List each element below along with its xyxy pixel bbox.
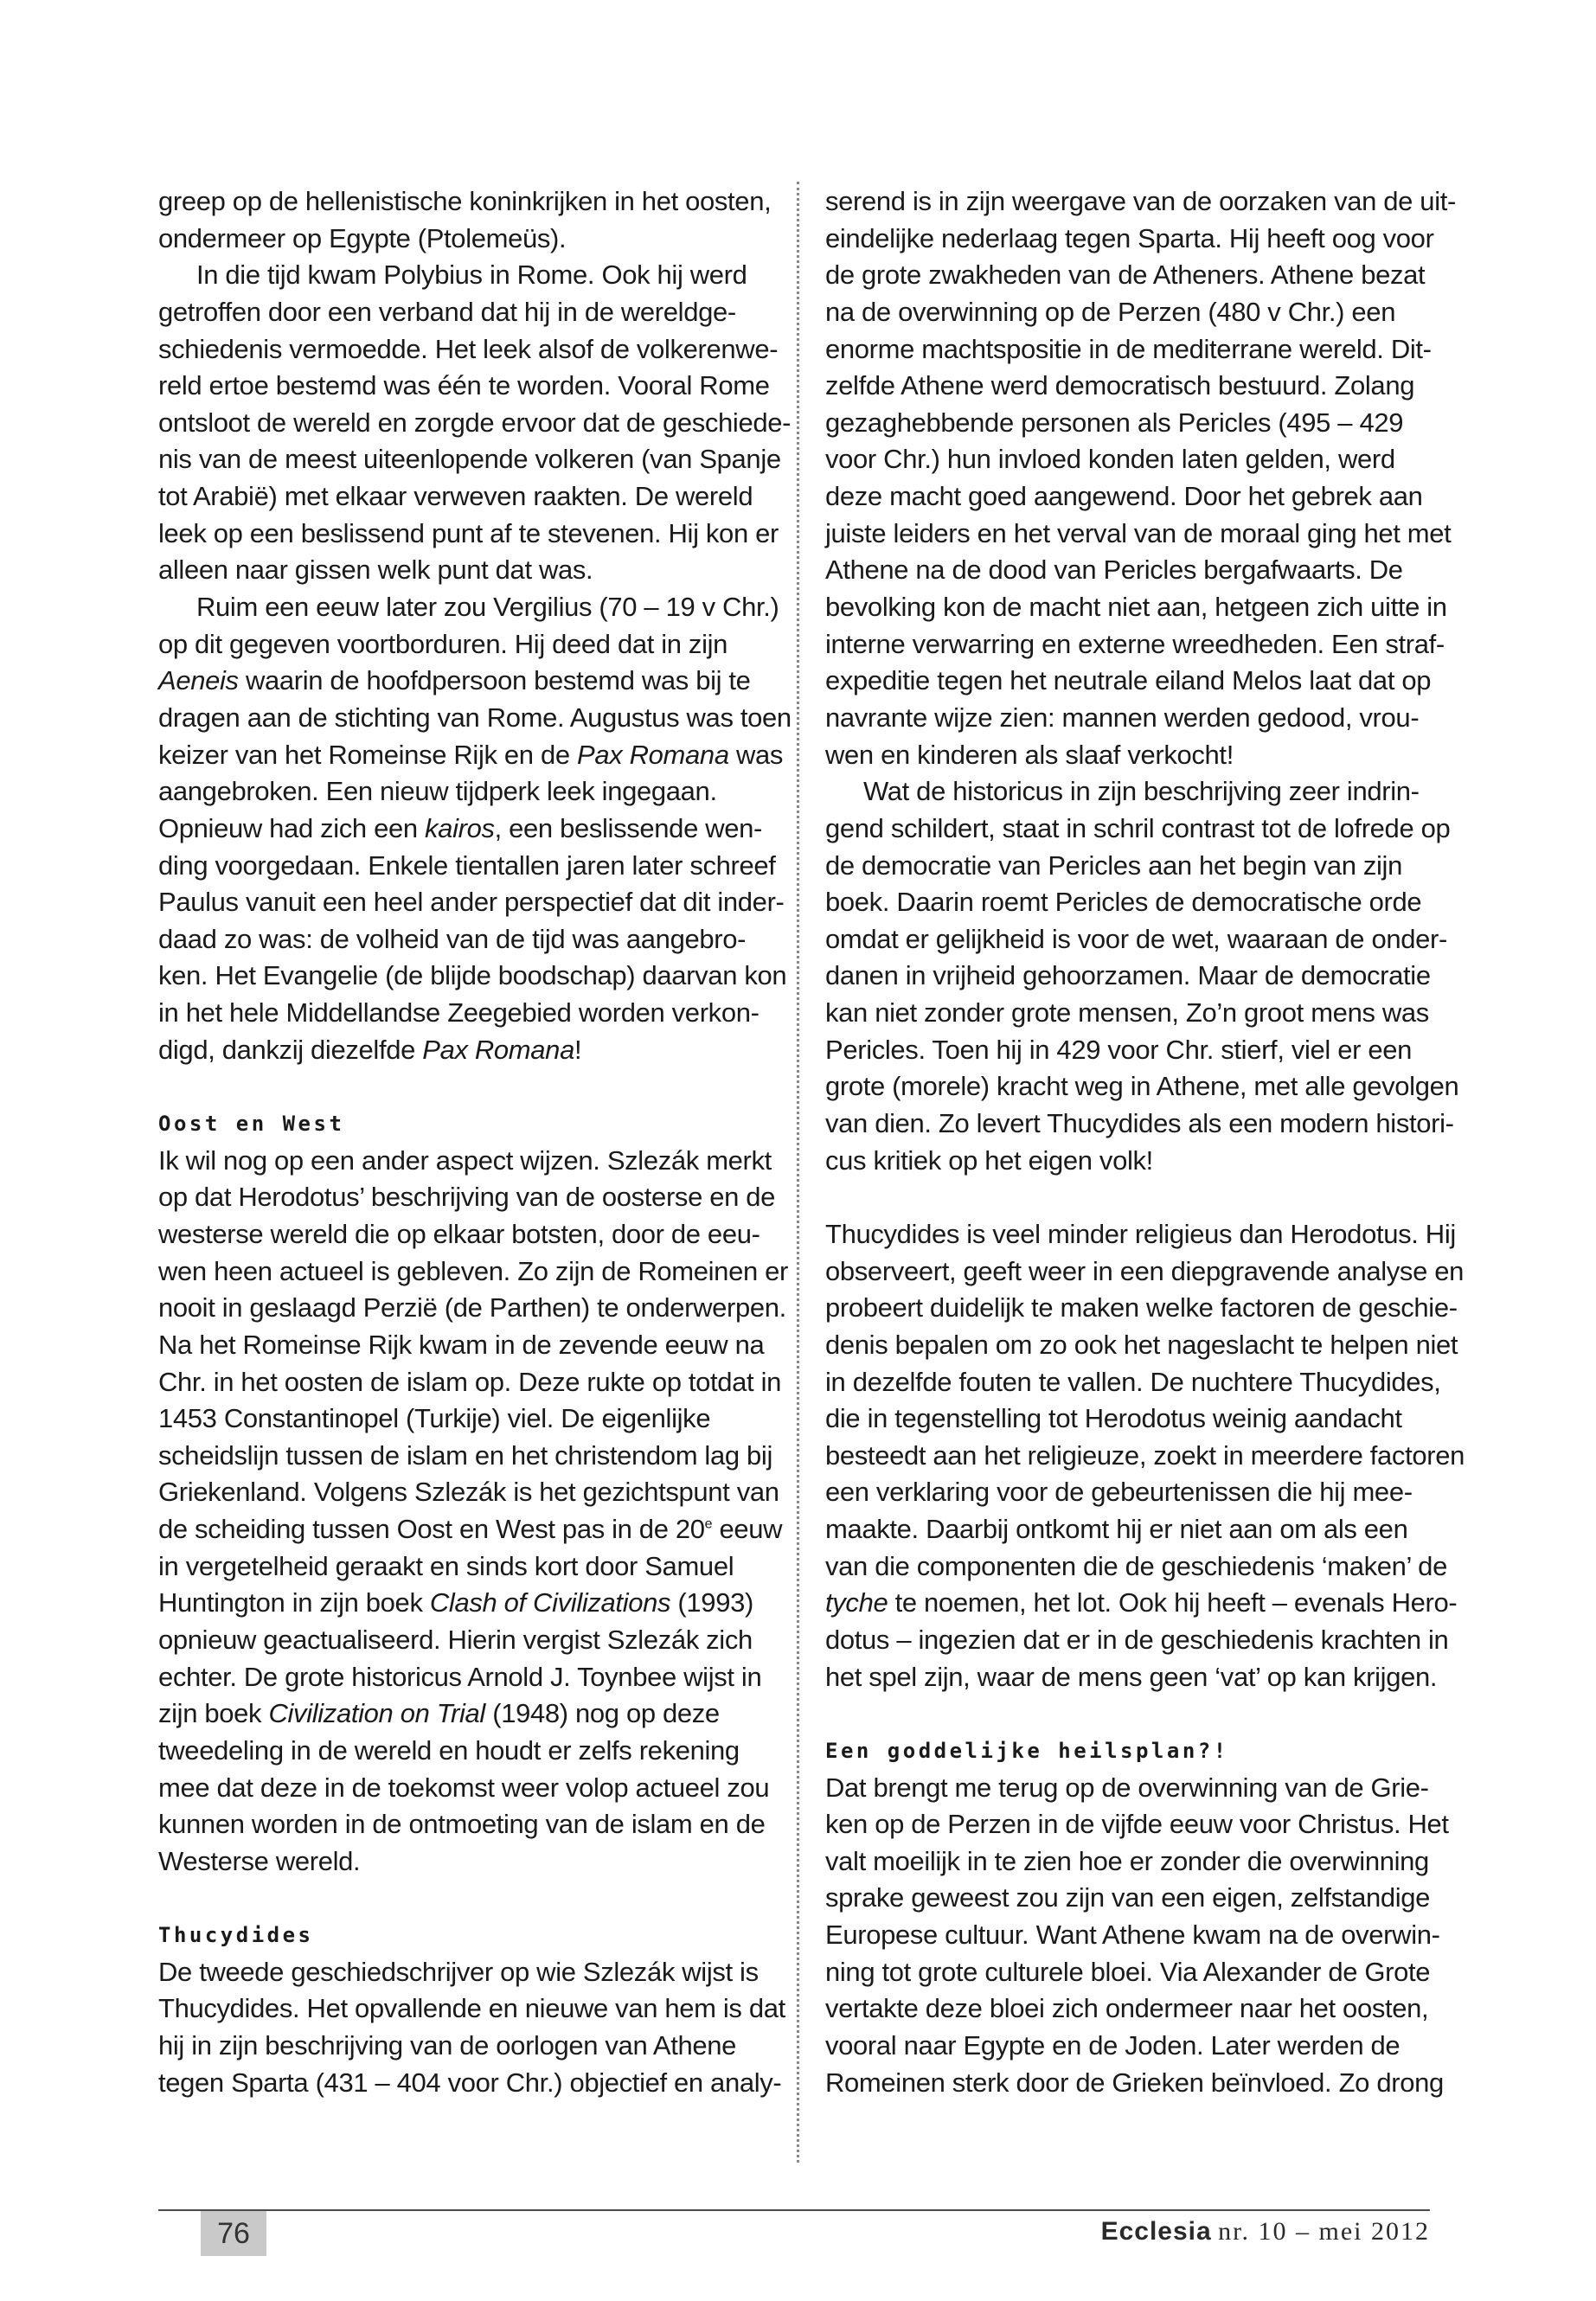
- text-line: Ik wil nog op een ander aspect wijzen. Szlezák merkt: [158, 1144, 772, 1176]
- text-fragment: eeuw: [712, 1514, 783, 1545]
- text-line: besteedt aan het religieuze, zoekt in meerdere factoren: [825, 1439, 1465, 1471]
- text-line: vooral naar Egypte en de Joden. Later werden de: [825, 2030, 1401, 2061]
- text-line: op dat Herodotus’ beschrijving van de oosterse en de: [158, 1182, 776, 1213]
- text-line: Paulus vanuit een heel ander perspectief dat dit inder-: [158, 887, 785, 918]
- text-line: expeditie tegen het neutrale eiland Melos laat dat op: [825, 665, 1432, 696]
- footer-rule: [158, 2209, 1430, 2211]
- text-line: westerse wereld die op elkaar botsten, door de eeu-: [158, 1218, 760, 1249]
- text-line: navrante wijze zien: mannen werden gedood, vrou-: [825, 702, 1420, 733]
- paragraph-gap: [158, 1068, 798, 1106]
- text-line: vertakte deze bloei zich ondermeer naar het oosten,: [825, 1993, 1429, 2024]
- right-column: [825, 183, 1465, 2101]
- text-line: nis van de meest uiteenlopende volkeren (van Spanje: [158, 444, 781, 475]
- text-line: een verklaring voor de gebeurtenissen die hij mee-: [825, 1477, 1413, 1508]
- text-line: die in tegenstelling tot Herodotus weinig aandacht: [825, 1403, 1402, 1434]
- text-line: Chr. in het oosten de islam op. Deze rukte op totdat in: [158, 1366, 782, 1397]
- text-line: boek. Daarin roemt Pericles de democratische orde: [825, 887, 1422, 918]
- text-line: enorme machtspositie in de mediterrane wereld. Dit-: [825, 333, 1432, 364]
- text-line: [158, 1511, 798, 1548]
- text-line: Griekenland. Volgens Szlezák is het gezichtspunt van: [158, 1477, 779, 1508]
- text-line: cus kritiek op het eigen volk!: [825, 1144, 1153, 1176]
- text-line: interne verwarring en externe wreedheden. Een straf-: [825, 628, 1445, 659]
- text-line: in vergetelheid geraakt en sinds kort door Samuel: [158, 1550, 734, 1581]
- text-line: denis bepalen om zo ook het nageslacht te helpen niet: [825, 1329, 1458, 1360]
- text-fragment: waarin de hoofdpersoon bestemd was bij te: [238, 665, 751, 696]
- text-line: Romeinen sterk door de Grieken beïnvloed. Zo drong: [825, 2067, 1444, 2098]
- text-line: ontsloot de wereld en zorgde ervoor dat de geschiede-: [158, 407, 792, 438]
- text-line: kan niet zonder grote mensen, Zo’n groot mens was: [825, 997, 1429, 1029]
- footer-publication: [1101, 2217, 1430, 2247]
- italic-term: Clash of Civilizations: [429, 1587, 671, 1618]
- text-fragment: keizer van het Romeinse Rijk en de: [158, 739, 577, 770]
- text-fragment: (1948) nog op deze: [484, 1698, 720, 1729]
- text-line: ding voorgedaan. Enkele tientallen jaren later schreef: [158, 849, 776, 881]
- text-line: dotus – ingezien dat er in de geschiedenis krachten in: [825, 1624, 1449, 1655]
- text-fragment: te noemen, het lot. Ook hij heeft – evenals Hero-: [888, 1587, 1458, 1618]
- text-line: na de overwinning op de Perzen (480 v Chr.) een: [825, 296, 1396, 327]
- text-fragment: !: [574, 1034, 582, 1065]
- section-heading-heilsplan: Een goddelijke heilsplan?!: [825, 1738, 1229, 1763]
- text-line: wen heen actueel is gebleven. Zo zijn de Romeinen er: [158, 1255, 788, 1286]
- text-line: observeert, geeft weer in een diepgravende analyse en: [825, 1255, 1465, 1286]
- text-line: zelfde Athene werd democratisch bestuurd. Zolang: [825, 370, 1415, 401]
- text-line: Na het Romeinse Rijk kwam in de zevende eeuw na: [158, 1329, 765, 1360]
- text-line: Wat de historicus in zijn beschrijving zeer indrin-: [863, 776, 1420, 807]
- section-heading-thucydides: Thucydides: [158, 1923, 314, 1948]
- text-line: Europese cultuur. Want Athene kwam na de overwin-: [825, 1920, 1440, 1951]
- text-line: voor Chr.) hun invloed konden laten gelden, werd: [825, 444, 1395, 475]
- text-line: maakte. Daarbij ontkomt hij er niet aan om als een: [825, 1514, 1408, 1545]
- text-line: echter. De grote historicus Arnold J. Toynbee wijst in: [158, 1661, 762, 1692]
- text-line: Thucydides. Het opvallende en nieuwe van hem is dat: [158, 1993, 785, 2024]
- paragraph-gap: [825, 1179, 1465, 1216]
- text-line: ondermeer op Egypte (Ptolemeüs).: [158, 222, 567, 253]
- italic-term: Pax Romana: [577, 739, 729, 770]
- italic-term: Aeneis: [158, 665, 239, 696]
- text-line: grote (morele) kracht weg in Athene, met alle gevolgen: [825, 1071, 1459, 1102]
- text-fragment: zijn boek: [158, 1698, 269, 1729]
- text-line: sprake geweest zou zijn van een eigen, zelfstandige: [825, 1882, 1431, 1913]
- text-fragment: de scheiding tussen Oost en West pas in de 20: [158, 1514, 705, 1545]
- text-line: dragen aan de stichting van Rome. Augustus was toen: [158, 702, 792, 733]
- text-line: leek op een beslissend punt af te stevenen. Hij kon er: [158, 517, 779, 548]
- text-line: Dat brengt me terug op de overwinning van de Grie-: [825, 1772, 1429, 1803]
- left-column: [158, 183, 798, 2101]
- text-line: tot Arabië) met elkaar verweven raakten. De wereld: [158, 481, 753, 512]
- text-line: daad zo was: de volheid van de tijd was aangebro-: [158, 923, 747, 954]
- text-line: de democratie van Pericles aan het begin van zijn: [825, 849, 1402, 881]
- text-line: [158, 1032, 798, 1069]
- text-line: opnieuw geactualiseerd. Hierin vergist Szlezák zich: [158, 1624, 753, 1655]
- text-line: [158, 663, 798, 700]
- text-line: reld ertoe bestemd was één te worden. Vooral Rome: [158, 370, 770, 401]
- text-line: de grote zwakheden van de Atheners. Athene bezat: [825, 260, 1426, 291]
- italic-term: Civilization on Trial: [268, 1698, 485, 1729]
- text-line: danen in vrijheid gehoorzamen. Maar de democratie: [825, 960, 1431, 991]
- text-line: getroffen door een verband dat hij in de wereldge-: [158, 296, 736, 327]
- text-line: In die tijd kwam Polybius in Rome. Ook hij werd: [196, 260, 747, 291]
- text-line: Thucydides is veel minder religieus dan Herodotus. Hij: [825, 1218, 1456, 1249]
- text-fragment: was: [728, 739, 784, 770]
- text-line: [158, 1695, 798, 1733]
- text-fragment: Huntington in zijn boek: [158, 1587, 430, 1618]
- text-line: [825, 1585, 1465, 1622]
- issue-info: nr. 10 – mei 2012: [1218, 2217, 1430, 2246]
- text-line: wen en kinderen als slaaf verkocht!: [825, 739, 1234, 770]
- text-line: greep op de hellenistische koninkrijken in het oosten,: [158, 186, 772, 216]
- text-line: Westerse wereld.: [158, 1845, 361, 1876]
- text-line: alleen naar gissen welk punt dat was.: [158, 554, 593, 586]
- text-line: ning tot grote culturele bloei. Via Alexander de Grote: [825, 1956, 1431, 1987]
- text-line: tweedeling in de wereld en houdt er zelfs rekening: [158, 1734, 740, 1766]
- text-line: kunnen worden in de ontmoeting van de islam en de: [158, 1809, 766, 1840]
- text-line: scheidslijn tussen de islam en het christendom lag bij: [158, 1439, 772, 1471]
- text-line: Pericles. Toen hij in 429 voor Chr. stierf, viel er een: [825, 1034, 1413, 1065]
- page-number: 76: [201, 2211, 266, 2256]
- text-line: tegen Sparta (431 – 404 voor Chr.) objectief en analy-: [158, 2067, 782, 2098]
- text-line: [158, 1585, 798, 1622]
- text-line: in het hele Middellandse Zeegebied worden verkon-: [158, 997, 760, 1029]
- text-fragment: (1993): [670, 1587, 753, 1618]
- paragraph-gap: [825, 1695, 1465, 1733]
- text-line: nooit in geslaagd Perzië (de Parthen) te onderwerpen.: [158, 1292, 786, 1324]
- text-line: ken. Het Evangelie (de blijde boodschap) daarvan kon: [158, 960, 787, 991]
- text-line: De tweede geschiedschrijver op wie Szlezák wijst is: [158, 1956, 759, 1987]
- text-line: [158, 811, 798, 848]
- text-line: deze macht goed aangewend. Door het gebrek aan: [825, 481, 1423, 512]
- text-line: in dezelfde fouten te vallen. De nuchtere Thucydides,: [825, 1366, 1441, 1397]
- text-line: hij in zijn beschrijving van de oorlogen van Athene: [158, 2030, 737, 2061]
- text-line: het spel zijn, waar de mens geen ‘vat’ op kan krijgen.: [825, 1661, 1438, 1692]
- magazine-name: Ecclesia: [1100, 2217, 1212, 2246]
- text-fragment: Opnieuw had zich een: [158, 812, 426, 843]
- text-line: schiedenis vermoedde. Het leek alsof de volkerenwe-: [158, 333, 779, 364]
- text-line: gend schildert, staat in schril contrast tot de lofrede op: [825, 812, 1451, 843]
- text-line: [158, 737, 798, 774]
- text-line: ken op de Perzen in de vijfde eeuw voor Christus. Het: [825, 1809, 1449, 1840]
- text-line: serend is in zijn weergave van de oorzaken van de uit-: [825, 186, 1456, 216]
- italic-term: tyche: [825, 1587, 888, 1618]
- text-line: eindelijke nederlaag tegen Sparta. Hij heeft oog voor: [825, 222, 1434, 253]
- text-line: op dit gegeven voortborduren. Hij deed dat in zijn: [158, 628, 728, 659]
- text-line: van die componenten die de geschiedenis ‘maken’ de: [825, 1550, 1447, 1581]
- superscript: e: [704, 1516, 713, 1532]
- text-line: probeert duidelijk te maken welke factoren de geschie-: [825, 1292, 1458, 1324]
- italic-term: kairos: [425, 812, 495, 843]
- text-line: van dien. Zo levert Thucydides als een modern histori-: [825, 1108, 1454, 1139]
- text-fragment: , een beslissende wen-: [494, 812, 763, 843]
- section-heading-oost-en-west: Oost en West: [158, 1112, 345, 1137]
- text-line: juiste leiders en het verval van de moraal ging het met: [825, 517, 1452, 548]
- text-line: valt moeilijk in te zien hoe er zonder die overwinning: [825, 1845, 1429, 1876]
- text-line: Ruim een eeuw later zou Vergilius (70 – 19 v Chr.): [196, 592, 779, 623]
- paragraph-gap: [158, 1880, 798, 1917]
- italic-term: Pax Romana: [422, 1034, 574, 1065]
- text-line: Athene na de dood van Pericles bergafwaarts. De: [825, 554, 1403, 586]
- text-line: aangebroken. Een nieuw tijdperk leek ingegaan.: [158, 776, 717, 807]
- text-line: 1453 Constantinopel (Turkije) viel. De eigenlijke: [158, 1403, 711, 1434]
- text-line: omdat er gelijkheid is voor de wet, waaraan de onder-: [825, 923, 1447, 954]
- text-line: bevolking kon de macht niet aan, hetgeen zich uitte in: [825, 592, 1447, 623]
- text-line: gezaghebbende personen als Pericles (495 – 429: [825, 407, 1404, 438]
- text-line: mee dat deze in de toekomst weer volop actueel zou: [158, 1772, 770, 1803]
- text-fragment: digd, dankzij diezelfde: [158, 1034, 423, 1065]
